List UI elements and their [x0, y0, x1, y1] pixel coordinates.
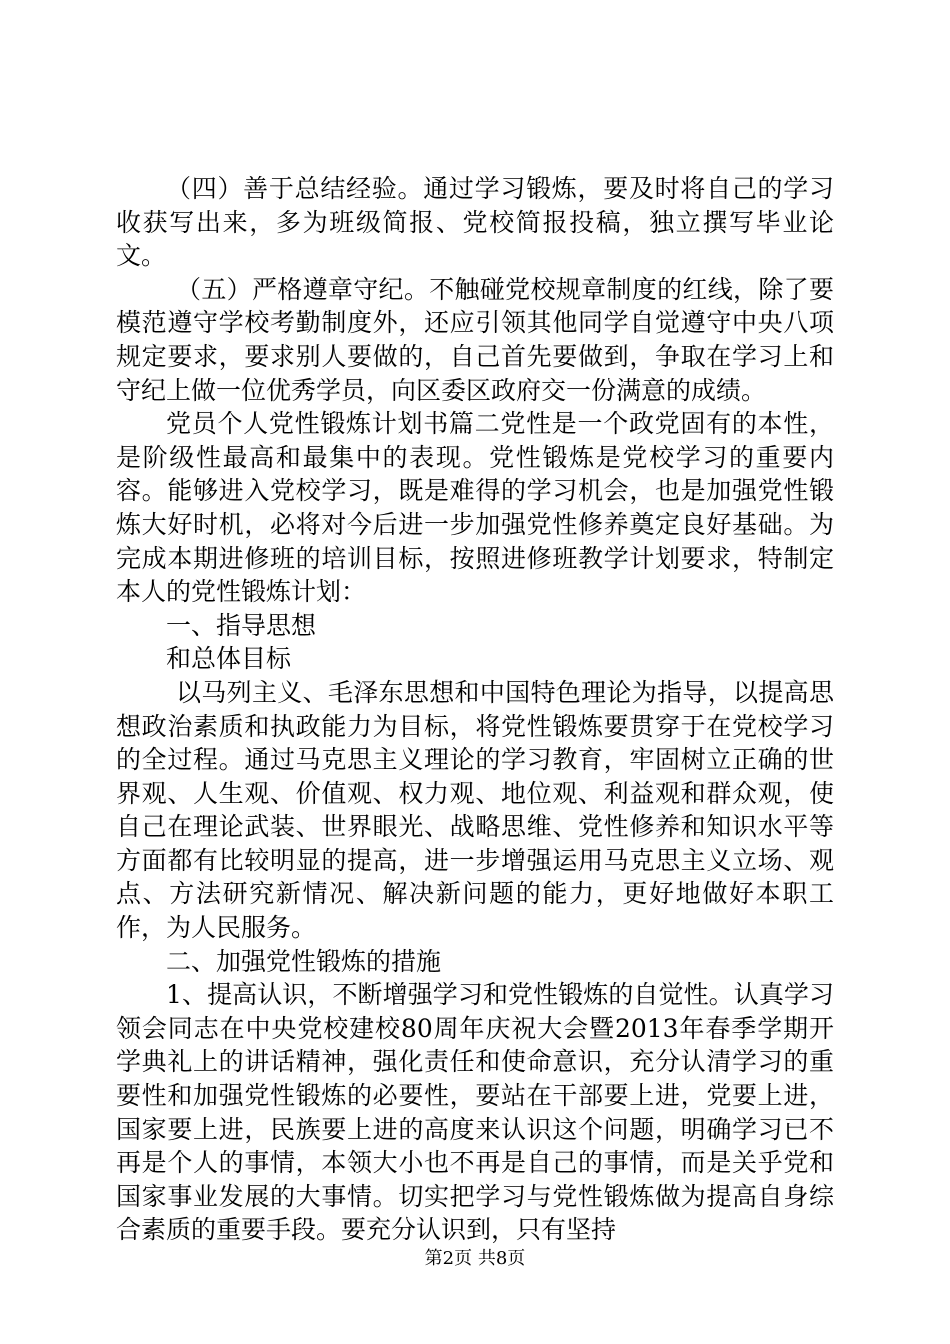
heading-guiding-thought: 一、指导思想: [166, 610, 317, 640]
paragraph-measure-1: 1、提高认识，不断增强学习和党性锻炼的自觉性。认真学习领会同志在中央党校建校80周年庆祝大会暨2013年春季学期开学典礼上的讲话精神，强化责任和使命意识，充分认清学习的重要性和加强党性锻炼的必要性，要站在干部要上进，党要上进，国家要上进，民族要上进的高度来认识这个问题，明确学习已不再是个人的事情，本领大小也不再是自己的事情，而是关乎党和国家事业发展的大事情。切实把学习与党性锻炼做为提高自身综合素质的重要手段。要充分认识到，只有坚持: [116, 980, 834, 1245]
paragraph-guiding-principles: 以马列主义、毛泽东思想和中国特色理论为指导，以提高思想政治素质和执政能力为目标，将党性锻炼要贯穿于在党校学习的全过程。通过马克思主义理论的学习教育，牢固树立正确的世界观、人生观、价值观、权力观、地位观、利益观和群众观，使自己在理论武装、世界眼光、战略思维、党性修养和知识水平等方面都有比较明显的提高，进一步增强运用马克思主义立场、观点、方法研究新情况、解决新问题的能力，更好地做好本职工作，为人民服务。: [116, 677, 834, 943]
paragraph-summarize-experience: （四）善于总结经验。通过学习锻炼，要及时将自己的学习收获写出来，多为班级简报、党校简报投稿，独立撰写毕业论文。: [116, 174, 834, 271]
heading-overall-goal: 和总体目标: [166, 644, 292, 674]
document-body: [116, 172, 834, 1247]
page-number-footer: 第2页 共8页: [424, 1248, 526, 1269]
paragraph-plan-intro: 党员个人党性锻炼计划书篇二党性是一个政党固有的本性，是阶级性最高和最集中的表现。党性锻炼是党校学习的重要内容。能够进入党校学习，既是难得的学习机会，也是加强党性锻炼大好时机，必将对今后进一步加强党性修养奠定良好基础。为完成本期进修班的培训目标，按照进修班教学计划要求，特制定本人的党性锻炼计划：: [116, 409, 834, 607]
heading-measures: 二、加强党性锻炼的措施: [166, 946, 442, 976]
paragraph-observe-discipline: （五）严格遵章守纪。不触碰党校规章制度的红线，除了要模范遵守学校考勤制度外，还应引领其他同学自觉遵守中央八项规定要求，要求别人要做的，自己首先要做到，争取在学习上和守纪上做一位优秀学员，向区委区政府交一份满意的成绩。: [116, 274, 834, 405]
